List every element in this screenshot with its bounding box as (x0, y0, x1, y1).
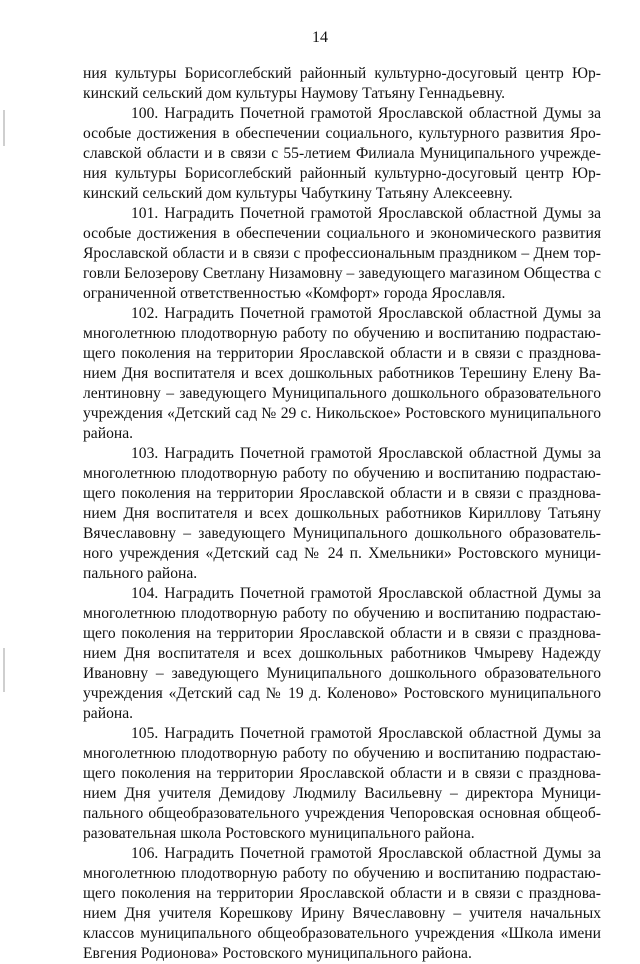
text-line: ного учреждения «Детский сад № 24 п. Хмельники» Ростовского муници- (83, 545, 601, 562)
text-line: нием Дня воспитателя и всех дошкольных работников Терешину Елену Ва- (83, 365, 601, 382)
text-line: района. (83, 705, 134, 722)
text-line: ния культуры Борисоглебский районный культурно-досуговый центр Юр- (83, 165, 601, 182)
text-line: кинский сельский дом культуры Наумову Татьяну Геннадьевну. (83, 85, 506, 102)
text-line: многолетнюю плодотворную работу по обучению и воспитанию подрастаю- (83, 465, 601, 482)
text-line: 103. Наградить Почетной грамотой Ярославской областной Думы за (131, 445, 601, 462)
text-line: лентиновну – заведующего Муниципального дошкольного образовательного (83, 385, 601, 402)
text-line: щего поколения на территории Ярославской области и в связи с празднова- (83, 345, 601, 362)
text-line: нием Дня учителя Корешкову Ирину Вячеславовну – учителя начальных (83, 905, 601, 922)
text-line: многолетнюю плодотворную работу по обучению и воспитанию подрастаю- (83, 745, 601, 762)
text-line: щего поколения на территории Ярославской области и в связи с празднова- (83, 625, 601, 642)
text-line: учреждения «Детский сад № 19 д. Коленово» Ростовского муниципального (83, 685, 601, 702)
text-line: щего поколения на территории Ярославской области и в связи с празднова- (83, 485, 601, 502)
text-line: многолетнюю плодотворную работу по обучению и воспитанию подрастаю- (83, 865, 601, 882)
text-line: района. (83, 425, 134, 442)
text-line: многолетнюю плодотворную работу по обучению и воспитанию подрастаю- (83, 605, 601, 622)
text-line: говли Белозерову Светлану Низамовну – заведующего магазином Общества с (83, 265, 601, 282)
text-line: ограниченной ответственностью «Комфорт» города Ярославля. (83, 285, 506, 302)
text-line: нием Дня учителя Демидову Людмилу Васильевну – директора Муници- (83, 785, 601, 802)
text-line: Евгения Родионова» Ростовского муниципального района. (83, 945, 472, 962)
text-line: классов муниципального общеобразовательного учреждения «Школа имени (83, 925, 601, 942)
text-line: Ярославской области и в связи с профессиональным праздником – Днем тор- (83, 245, 601, 262)
text-line: особые достижения в обеспечении социального, культурного развития Яро- (83, 125, 601, 142)
text-line: учреждения «Детский сад № 29 с. Никольское» Ростовского муниципального (83, 405, 601, 422)
text-line: ния культуры Борисоглебский районный культурно-досуговый центр Юр- (83, 65, 601, 82)
text-line: 104. Наградить Почетной грамотой Ярославской областной Думы за (131, 585, 601, 602)
text-line: особые достижения в обеспечении социального и экономического развития (83, 225, 601, 242)
text-line: нием Дня воспитателя и всех дошкольных работников Кириллову Татьяну (83, 505, 601, 522)
text-line: разовательная школа Ростовского муниципального района. (83, 825, 475, 842)
text-line: щего поколения на территории Ярославской области и в связи с празднова- (83, 765, 601, 782)
text-line: славской области и в связи с 55-летием Филиала Муниципального учрежде- (83, 145, 601, 162)
document-body (83, 64, 601, 964)
page-number: 14 (312, 29, 328, 46)
scan-edge-mark-bottom (3, 648, 5, 692)
text-line: 102. Наградить Почетной грамотой Ярославской областной Думы за (131, 305, 601, 322)
text-line: кинский сельский дом культуры Чабуткину Татьяну Алексеевну. (83, 185, 513, 202)
text-line: щего поколения на территории Ярославской области и в связи с празднова- (83, 885, 601, 902)
text-line: Ивановну – заведующего Муниципального дошкольного образовательного (83, 665, 601, 682)
text-line: 101. Наградить Почетной грамотой Ярославской областной Думы за (131, 205, 601, 222)
text-line: пального района. (83, 565, 198, 582)
text-line: Вячеславовну – заведующего Муниципального дошкольного образователь- (83, 525, 601, 542)
scan-edge-mark-top (3, 110, 5, 146)
text-line: 105. Наградить Почетной грамотой Ярославской областной Думы за (131, 725, 601, 742)
text-line: 106. Наградить Почетной грамотой Ярославской областной Думы за (131, 845, 601, 862)
text-line: нием Дня воспитателя и всех дошкольных работников Чмыреву Надежду (83, 645, 601, 662)
text-line: 100. Наградить Почетной грамотой Ярославской областной Думы за (131, 105, 601, 122)
text-line: пального общеобразовательного учреждения Чепоровская основная общеоб- (83, 805, 601, 822)
text-line: многолетнюю плодотворную работу по обучению и воспитанию подрастаю- (83, 325, 601, 342)
